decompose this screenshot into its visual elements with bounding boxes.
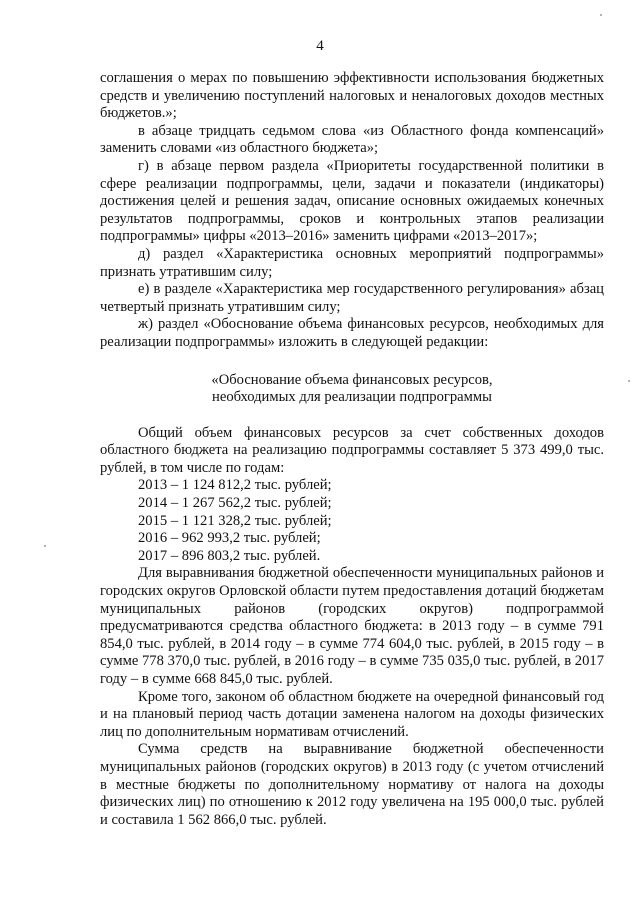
- year-amount-2013: 2013 – 1 124 812,2 тыс. рублей;: [138, 477, 332, 494]
- section-heading-line-1: «Обоснование объема финансовых ресурсов,: [211, 371, 493, 388]
- year-amount-2014: 2014 – 1 267 562,2 тыс. рублей;: [138, 495, 332, 512]
- paragraph-equalization: Для выравнивания бюджетной обеспеченности муниципальных районов и городских округов Орловской области путем предоставления дотаций бюджетам муниципальных районов (городских округов) подпрограммой предусматриваются средства областного бюджета: в 2013 году – в сумме 791 854,0 тыс. рублей, в 2014 году – в сумме 774 604,0 тыс. рублей, в 2015 году – в сумме 778 370,0 тыс. рублей, в 2016 году – в сумме 735 035,0 тыс. рублей, в 2017 году – в сумме 668 845,0 тыс. рублей.: [100, 565, 604, 687]
- paragraph-total-volume: Общий объем финансовых ресурсов за счет собственных доходов областного бюджета на реализацию подпрограммы составляет 5 373 499,0 тыс. рублей, в том числе по годам:: [100, 424, 604, 476]
- document-body: [100, 70, 604, 829]
- paragraph-d: д) раздел «Характеристика основных мероприятий подпрограммы» признать утратившим силу;: [100, 245, 604, 280]
- paragraph-abzac-37: в абзаце тридцать седьмом слова «из Областного фонда компенсаций» заменить словами «из областного бюджета»;: [100, 122, 604, 157]
- spacer: [100, 352, 604, 372]
- section-heading-line-2: необходимых для реализации подпрограммы: [212, 389, 492, 406]
- paragraph-sum-2013: Сумма средств на выравнивание бюджетной обеспеченности муниципальных районов (городских округов) в 2013 году (с учетом отчислений в местные бюджеты по дополнительному нормативу от налога на доходы физических лиц) по отношению к 2012 году увеличена на 195 000,0 тыс. рублей и составила 1 562 866,0 тыс. рублей.: [100, 741, 604, 828]
- page-number: 4: [316, 38, 324, 54]
- scan-speck: [44, 545, 46, 547]
- paragraph-g: г) в абзаце первом раздела «Приоритеты государственной политики в сфере реализации подпрограммы, цели, задачи и показатели (индикаторы) достижения целей и решения задач, описание основных ожидаемых конечных результатов подпрограммы, сроков и контрольных этапов реализации подпрограммы» цифры «2013–2016» заменить цифрами «2013–2017»;: [100, 157, 604, 245]
- year-amount-2017: 2017 – 896 803,2 тыс. рублей.: [138, 547, 321, 564]
- year-amount-2016: 2016 – 962 993,2 тыс. рублей;: [138, 530, 321, 547]
- year-amount-2015: 2015 – 1 121 328,2 тыс. рублей;: [138, 512, 332, 529]
- paragraph-agreement-end: соглашения о мерах по повышению эффективности использования бюджетных средств и увеличению поступлений налоговых и неналоговых доходов местных бюджетов.»;: [100, 70, 604, 122]
- scan-speck: [600, 14, 602, 16]
- spacer: [100, 407, 604, 425]
- scan-speck: [628, 380, 630, 382]
- paragraph-e: е) в разделе «Характеристика мер государственного регулирования» абзац четвертый признать утратившим силу;: [100, 281, 604, 315]
- paragraph-moreover: Кроме того, законом об областном бюджете на очередной финансовый год и на плановый период часть дотации заменена налогом на доходы физических лиц по дополнительным нормативам отчислений.: [100, 688, 604, 740]
- paragraph-zh: ж) раздел «Обоснование объема финансовых ресурсов, необходимых для реализации подпрограммы» изложить в следующей редакции:: [100, 316, 604, 350]
